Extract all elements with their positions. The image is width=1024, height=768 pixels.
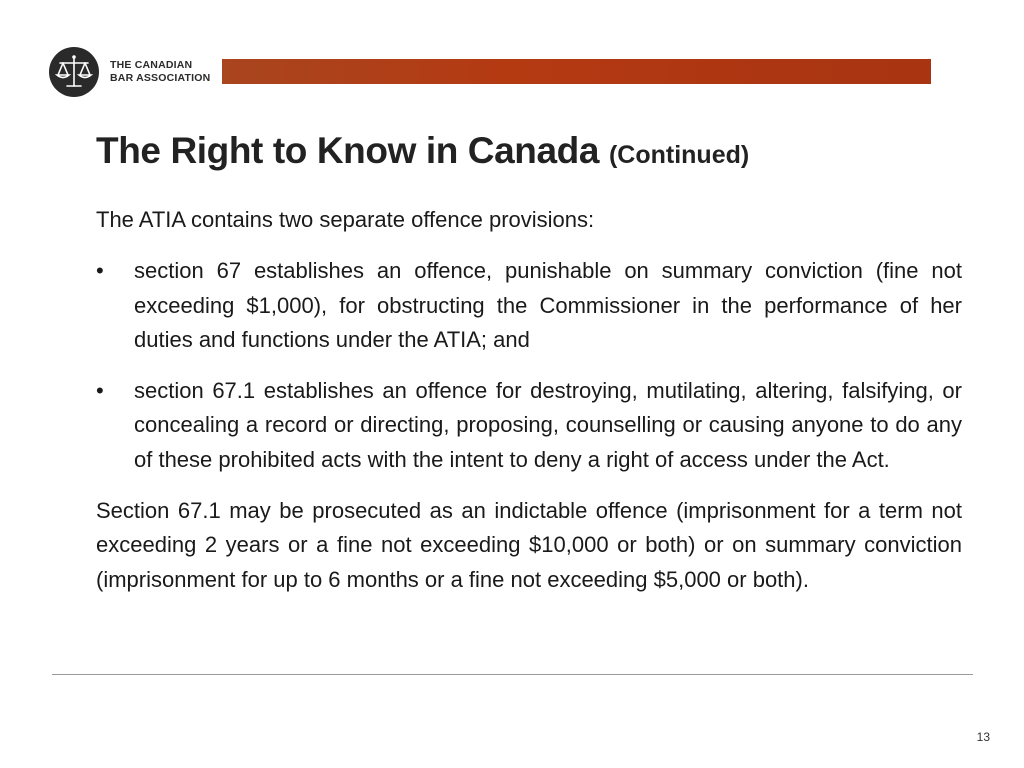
organization-name bbox=[110, 59, 210, 85]
bullet-marker: • bbox=[96, 378, 104, 404]
bullet-item bbox=[96, 254, 962, 357]
closing-paragraph: Section 67.1 may be prosecuted as an indictable offence (imprisonment for a term not exceeding 2 years or a fine not exceeding $10,000 or both) or on summary conviction (imprisonment for up to 6 months or a fine not exceeding $5,000 or both). bbox=[96, 498, 962, 592]
organization-name-line1: THE CANADIAN bbox=[110, 59, 193, 71]
bullet-list bbox=[96, 254, 962, 477]
bullet-item bbox=[96, 374, 962, 477]
slide-title bbox=[96, 130, 966, 172]
header-accent-bar bbox=[222, 59, 931, 84]
scales-of-justice-logo-icon bbox=[48, 46, 100, 98]
slide-body bbox=[96, 203, 962, 597]
organization-name-line2: BAR ASSOCIATION bbox=[110, 72, 211, 84]
bullet-text: section 67 establishes an offence, punishable on summary conviction (fine not exceeding $1,000), for obstructing the Commissioner in the performance of her duties and functions under the ATIA; and bbox=[134, 258, 962, 352]
bullet-text: section 67.1 establishes an offence for destroying, mutilating, altering, falsifying, or concealing a record or directing, proposing, counselling or causing anyone to do any of these prohibited acts with the intent to deny a right of access under the Act. bbox=[134, 378, 962, 472]
slide-title-suffix: (Continued) bbox=[608, 141, 750, 169]
page-number: 13 bbox=[976, 730, 990, 744]
bullet-marker: • bbox=[96, 258, 104, 284]
intro-paragraph: The ATIA contains two separate offence provisions: bbox=[96, 207, 595, 232]
slide-title-main: The Right to Know in Canada bbox=[96, 130, 600, 171]
footer-divider bbox=[52, 674, 973, 675]
